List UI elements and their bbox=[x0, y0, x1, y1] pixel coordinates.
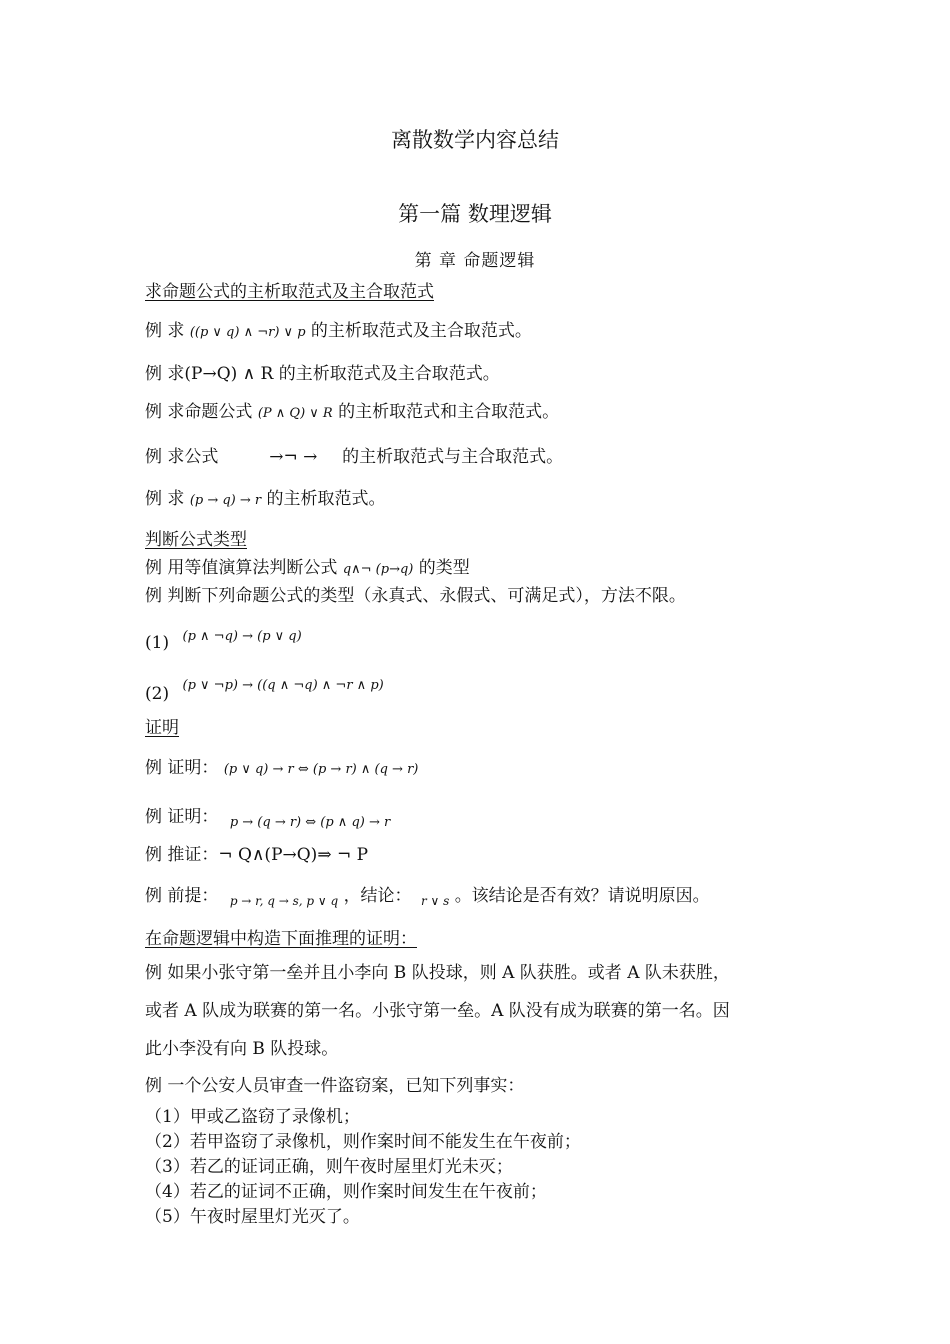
example-text: 的主析取范式与主合取范式。 bbox=[342, 447, 564, 467]
list-item: （5）午夜时屋里灯光灭了。 bbox=[145, 1207, 360, 1227]
formula: (p ∧ ¬q) → (p ∨ q) bbox=[182, 629, 302, 644]
example-line bbox=[145, 885, 710, 908]
list-item: （1）甲或乙盗窃了录像机； bbox=[145, 1107, 360, 1127]
formula: p → (q → r) ⇔ (p ∧ q) → r bbox=[229, 815, 391, 830]
example-text: 例 前提： bbox=[145, 886, 219, 906]
example-text: 例 求 bbox=[145, 321, 185, 341]
example-text: 例 求 bbox=[145, 489, 185, 509]
example-line bbox=[145, 557, 470, 581]
example-text: 的类型 bbox=[418, 558, 470, 578]
section-heading-normal-forms: 求命题公式的主析取范式及主合取范式 bbox=[145, 282, 434, 302]
section-heading-inference: 在命题逻辑中构造下面推理的证明： bbox=[145, 929, 417, 949]
example-line: 例 推证：¬ Q∧(P→Q)⇒ ¬ P bbox=[145, 845, 369, 865]
paragraph-line: 或者 A 队成为联赛的第一名。小张守第一垒。A 队没有成为联赛的第一名。因 bbox=[145, 1001, 730, 1021]
paragraph-line: 例 一个公安人员审查一件盗窃案，已知下列事实： bbox=[145, 1076, 525, 1096]
example-text: 的主析取范式及主合取范式。 bbox=[310, 321, 532, 341]
example-line bbox=[145, 806, 390, 830]
paragraph-line: 此小李没有向 B 队投球。 bbox=[145, 1039, 339, 1059]
example-line: 例 判断下列命题公式的类型（永真式、永假式、可满足式），方法不限。 bbox=[145, 586, 686, 606]
example-line bbox=[145, 320, 532, 344]
example-line bbox=[145, 624, 302, 653]
list-item: （3）若乙的证词正确，则午夜时屋里灯光未灭； bbox=[145, 1157, 513, 1177]
example-text: 例 证明： bbox=[145, 758, 219, 778]
example-text: 的主析取范式。 bbox=[266, 489, 386, 509]
paragraph-line: 例 如果小张守第一垒并且小李向 B 队投球，则 A 队获胜。或者 A 队未获胜， bbox=[145, 963, 730, 983]
example-text: ，结论： bbox=[343, 886, 412, 906]
example-line bbox=[145, 446, 563, 468]
example-text: 例 求命题公式 bbox=[145, 402, 253, 422]
example-line bbox=[145, 757, 418, 781]
section-heading-proof: 证明 bbox=[145, 718, 179, 738]
formula: (p ∨ ¬p) → ((q ∧ ¬q) ∧ ¬r ∧ p) bbox=[182, 678, 384, 693]
formula: ((p ∨ q) ∧ ¬r) ∨ p bbox=[189, 325, 306, 340]
section-heading-formula-type: 判断公式类型 bbox=[145, 530, 247, 550]
example-text: 。该结论是否有效？请说明原因。 bbox=[454, 886, 710, 906]
example-text: 例 用等值演算法判断公式 bbox=[145, 558, 338, 578]
formula: →¬ → bbox=[269, 447, 318, 467]
example-line: 例 求(P→Q) ∧ R 的主析取范式及主合取范式。 bbox=[145, 364, 500, 384]
formula: (p ∨ q) → r ⇔ (p → r) ∧ (q → r) bbox=[223, 762, 419, 777]
formula: r ∨ s bbox=[420, 894, 450, 908]
part-heading: 第一篇 数理逻辑 bbox=[398, 202, 552, 226]
example-text: 例 求公式 bbox=[145, 447, 219, 467]
list-item: （4）若乙的证词不正确，则作案时间发生在午夜前； bbox=[145, 1182, 547, 1202]
example-text: 例 证明： bbox=[145, 807, 219, 827]
formula: (p → q) → r bbox=[189, 493, 262, 508]
item-number: (2) bbox=[145, 684, 170, 704]
example-text: 的主析取范式和主合取范式。 bbox=[338, 402, 560, 422]
chapter-heading: 第 章 命题逻辑 bbox=[414, 251, 536, 271]
example-line bbox=[145, 401, 559, 425]
formula: (P ∧ Q) ∨ R bbox=[257, 406, 333, 421]
formula: p → r, q → s, p ∨ q bbox=[229, 894, 339, 908]
formula: q∧¬ (p→q) bbox=[342, 562, 414, 577]
example-line bbox=[145, 673, 384, 704]
example-line bbox=[145, 488, 386, 512]
item-number: (1) bbox=[145, 633, 170, 653]
list-item: （2）若甲盗窃了录像机，则作案时间不能发生在午夜前； bbox=[145, 1132, 581, 1152]
document-title: 离散数学内容总结 bbox=[391, 128, 559, 152]
